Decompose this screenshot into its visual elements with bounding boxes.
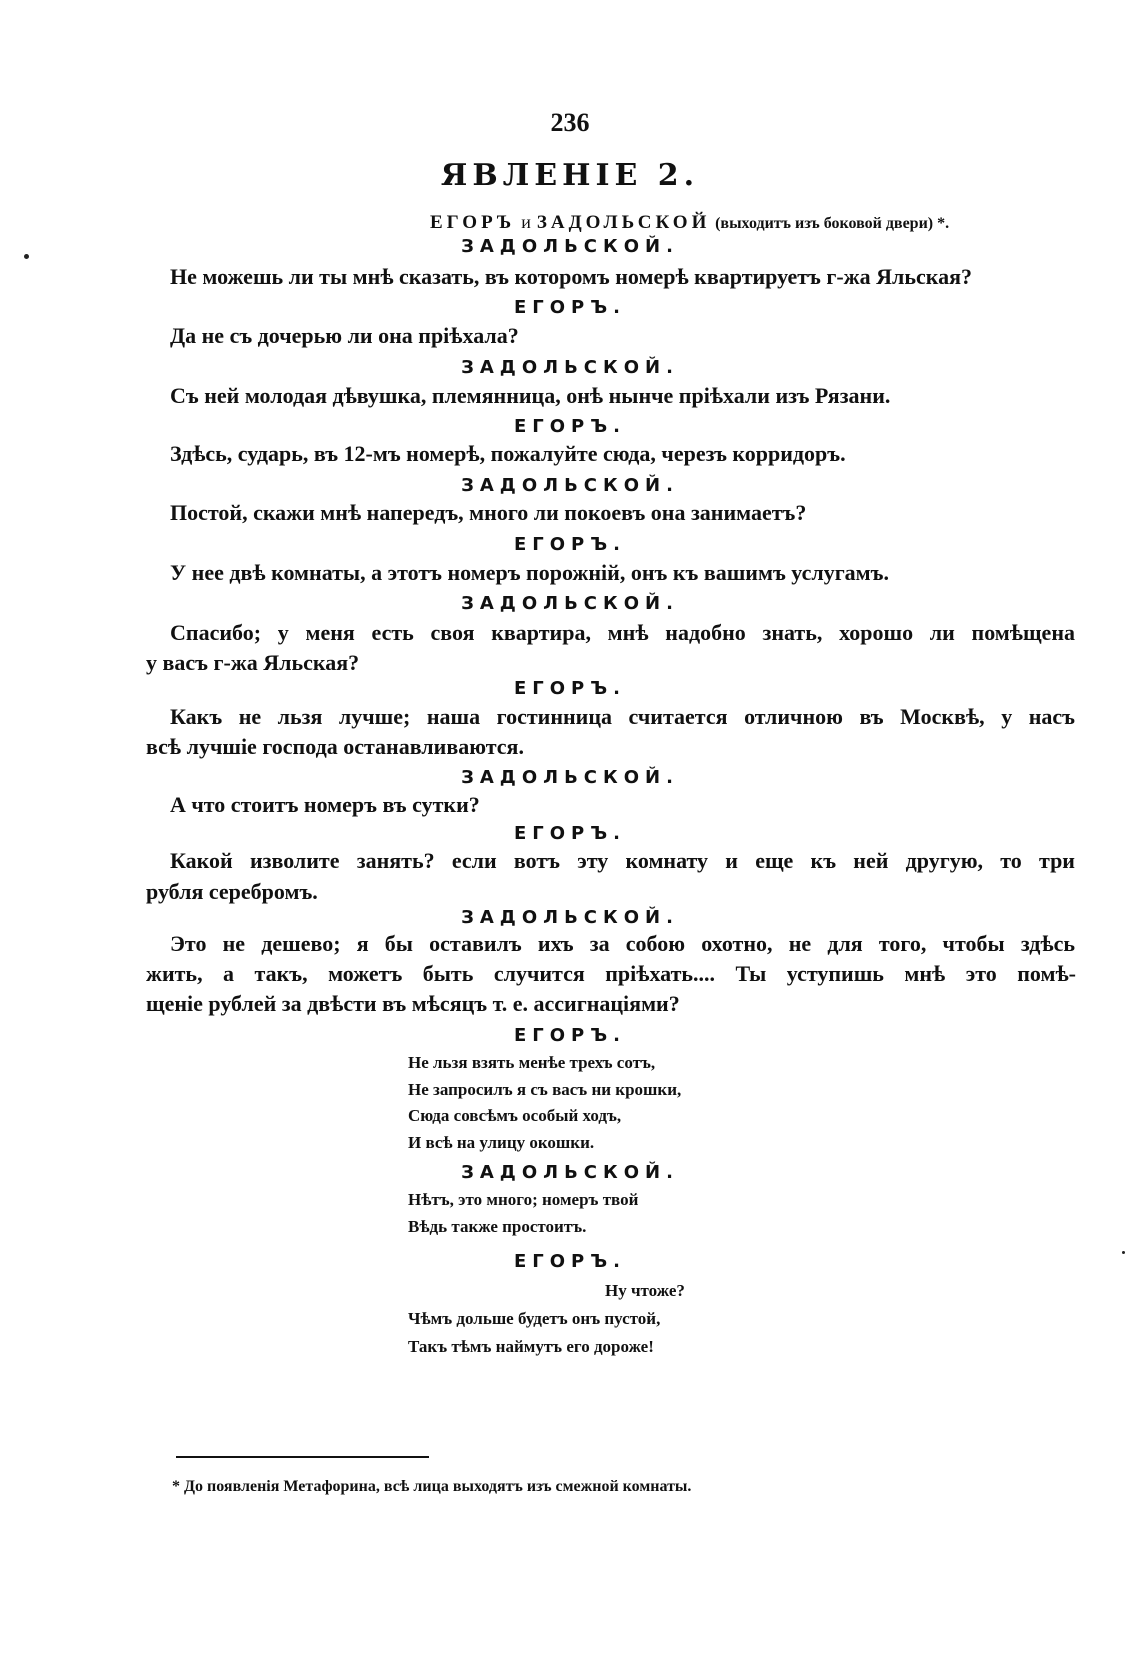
dialogue-line: Это не дешево; я бы оставилъ ихъ за собою охотно, не для того, чтобы здѣсь	[170, 931, 1075, 956]
ink-speck	[1122, 1251, 1125, 1254]
speaker-label: ЕГОРЪ.	[513, 678, 626, 699]
dialogue-line: У нее двѣ комнаты, а этотъ номеръ порожній, онъ къ вашимъ услугамъ.	[170, 560, 889, 585]
speaker-label: ЗАДОЛЬСКОЙ.	[461, 475, 679, 496]
cast-line	[430, 212, 949, 234]
dialogue-line: Постой, скажи мнѣ напередъ, много ли покоевъ она занимаетъ?	[170, 500, 807, 525]
dialogue-line: Да не съ дочерью ли она пріѣхала?	[170, 323, 519, 348]
speaker-label: ЕГОРЪ.	[513, 416, 626, 437]
footnote-rule	[176, 1456, 429, 1458]
speaker-label: ЗАДОЛЬСКОЙ.	[461, 767, 679, 788]
verse-line: И всѣ на улицу окошки.	[408, 1133, 595, 1152]
speaker-label: ЗАДОЛЬСКОЙ.	[461, 236, 679, 257]
verse-line: Такъ тѣмъ наймутъ его дороже!	[408, 1337, 654, 1356]
dialogue-line: жить, а такъ, можетъ быть случится пріѣхать.... Ты уступишь мнѣ это помѣ-	[146, 961, 1076, 986]
dialogue-line: А что стоитъ номеръ въ сутки?	[170, 792, 480, 817]
dialogue-line: Не можешь ли ты мнѣ сказать, въ которомъ номерѣ квартируетъ г-жа Яльская?	[170, 264, 972, 289]
speaker-label: ЕГОРЪ.	[513, 297, 626, 318]
stage-direction: (выходитъ изъ боковой двери) *.	[715, 215, 950, 232]
speaker-label: ЗАДОЛЬСКОЙ.	[461, 1162, 679, 1183]
verse-line: Сюда совсѣмъ особый ходъ,	[408, 1106, 622, 1125]
dialogue-line: рубля серебромъ.	[146, 879, 318, 904]
dialogue-line: Съ ней молодая дѣвушка, племянница, онѣ нынче пріѣхали изъ Рязани.	[170, 383, 891, 408]
ink-speck	[24, 254, 29, 259]
page-number: 236	[550, 108, 590, 137]
verse-line: Вѣдь также простоитъ.	[408, 1217, 587, 1236]
cast-second-name: ЗАДОЛЬСКОЙ	[536, 212, 711, 233]
scene-title: ЯВЛЕНІЕ 2.	[440, 158, 700, 193]
footnote: * До появленія Метафорина, всѣ лица выходятъ изъ смежной комнаты.	[172, 1478, 692, 1495]
cast-first-name: ЕГОРЪ	[430, 212, 516, 233]
speaker-label: ЗАДОЛЬСКОЙ.	[461, 357, 679, 378]
dialogue-line: у васъ г-жа Яльская?	[146, 650, 360, 675]
dialogue-line: Здѣсь, сударь, въ 12-мъ номерѣ, пожалуйте сюда, черезъ корридоръ.	[170, 441, 846, 466]
dialogue-line: Спасибо; у меня есть своя квартира, мнѣ надобно знать, хорошо ли помѣщена	[170, 620, 1075, 645]
speaker-label: ЕГОРЪ.	[513, 1251, 626, 1272]
speaker-label: ЗАДОЛЬСКОЙ.	[461, 907, 679, 928]
speaker-label: ЕГОРЪ.	[513, 534, 626, 555]
speaker-label: ЕГОРЪ.	[513, 1025, 626, 1046]
verse-line: Не льзя взять менѣе трехъ сотъ,	[408, 1053, 656, 1072]
speaker-label: ЕГОРЪ.	[513, 823, 626, 844]
dialogue-line: щеніе рублей за двѣсти въ мѣсяцъ т. е. ассигнаціями?	[146, 991, 680, 1016]
speaker-label: ЗАДОЛЬСКОЙ.	[461, 593, 679, 614]
verse-line: Не запросилъ я съ васъ ни крошки,	[408, 1080, 682, 1099]
dialogue-line: всѣ лучшіе господа останавливаются.	[146, 734, 524, 759]
dialogue-line: Какъ не льзя лучше; наша гостинница считается отличною въ Москвѣ, у насъ	[170, 704, 1075, 729]
verse-line: Чѣмъ дольше будетъ онъ пустой,	[408, 1309, 661, 1328]
cast-conjunction: и	[521, 212, 531, 232]
dialogue-line: Какой изволите занять? если вотъ эту комнату и еще къ ней другую, то три	[170, 848, 1075, 873]
verse-line: Нѣтъ, это много; номеръ твой	[408, 1190, 639, 1209]
verse-line: Ну чтоже?	[605, 1281, 685, 1300]
